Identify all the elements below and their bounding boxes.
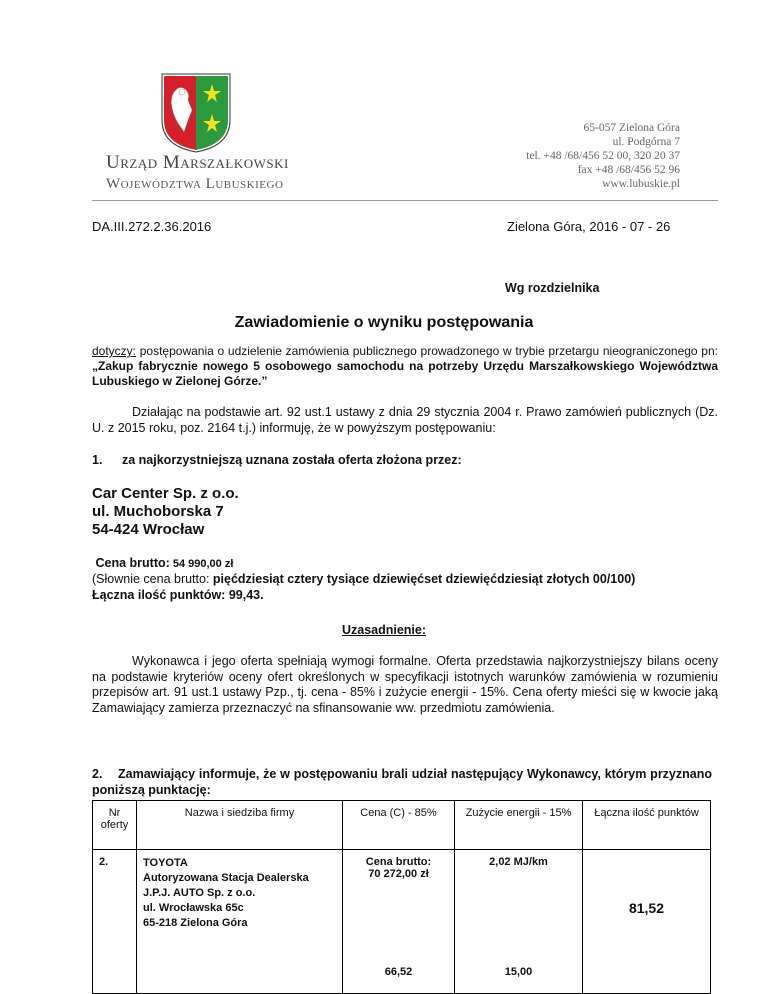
justification-paragraph: Wykonawca i jego oferta spełniają wymogi formalne. Oferta przedstawia najkorzystniejszy bilans oceny na podstawie kryteriów oceny ofert określonych w specyfikacji istotnych warunków zamówienia w rozumieniu przepisów art. 91 ust.1 ustawy Pzp., tj. cena - 85% i zużycie energii - 15%. Cena oferty mieści się w kwocie jaką Zamawiający zamierza przeznaczyć na sfinansowanie ww. przedmiotu zamówienia. xyxy=(92,654,718,715)
company-line: 65-218 Zielona Góra xyxy=(143,917,248,929)
winner-street: ul. Muchoborska 7 xyxy=(92,503,224,520)
header-total: Łączna ilość punktów xyxy=(583,801,711,850)
company-line: ul. Wrocławska 65c xyxy=(143,902,244,914)
point-1-text: za najkorzystniejszą uznana została oferta złożona przez: xyxy=(122,453,462,467)
header-company: Nazwa i siedziba firmy xyxy=(137,801,343,850)
table-header-row xyxy=(93,801,711,850)
winner-name: Car Center Sp. z o.o. xyxy=(92,485,239,502)
cell-total xyxy=(583,850,711,994)
justification-title: Uzasadnienie: xyxy=(341,623,427,637)
offers-table xyxy=(92,800,711,994)
header-price: Cena (C) - 85% xyxy=(343,801,455,850)
contact-line-4: fax +48 /68/456 52 96 xyxy=(577,164,680,176)
contact-line-2: ul. Podgórna 7 xyxy=(612,136,680,148)
point-2 xyxy=(92,766,712,798)
concerns-subject: „Zakup fabrycznie nowego 5 osobowego samochodu na potrzeby Urzędu Marszałkowskiego Województwa Lubuskiego w Zielonej Górze.” xyxy=(92,359,718,388)
price-in-words xyxy=(92,572,635,586)
contact-line-1: 65-057 Zielona Góra xyxy=(583,122,680,134)
header-energy: Zużycie energii - 15% xyxy=(455,801,583,850)
case-number: DA.III.272.2.36.2016 xyxy=(92,219,212,234)
document-title: Zawiadomienie o wyniku postępowania xyxy=(234,314,534,331)
coat-of-arms-logo xyxy=(160,70,232,154)
price-value: 70 272,00 zł xyxy=(368,868,429,880)
company-line: Autoryzowana Stacja Dealerska xyxy=(143,872,309,884)
place-date: Zielona Góra, 2016 - 07 - 26 xyxy=(507,219,671,234)
point-1-number: 1. xyxy=(92,453,103,467)
intro-paragraph: Działając na podstawie art. 92 ust.1 ustawy z dnia 29 stycznia 2004 r. Prawo zamówień publicznych (Dz. U. z 2015 roku, poz. 2164 t.j.) informuję, że w powyższym postępowaniu: xyxy=(92,405,718,435)
company-line: TOYOTA xyxy=(143,857,188,869)
header-divider xyxy=(92,200,718,201)
total-points: Łączna ilość punktów: 99,43. xyxy=(92,588,264,602)
company-line: J.P.J. AUTO Sp. z o.o. xyxy=(143,887,256,899)
concerns-label: dotyczy: xyxy=(92,344,137,358)
winner-city: 54-424 Wrocław xyxy=(92,521,205,538)
concerns-text: postępowania o udzielenie zamówienia publicznego prowadzonego w trybie przetargu nieograniczonego pn: xyxy=(136,344,718,358)
cell-energy xyxy=(455,850,583,994)
table-row xyxy=(93,850,711,994)
price-words-prefix: (Słownie cena brutto: xyxy=(92,572,213,586)
winner-price xyxy=(92,556,233,570)
price-words: pięćdziesiąt cztery tysiące dziewięćset dziewięćdziesiąt złotych 00/100) xyxy=(212,572,636,586)
recipient: Wg rozdzielnika xyxy=(505,281,600,295)
price-points: 66,52 xyxy=(384,966,413,978)
price-label: Cena brutto: xyxy=(365,856,432,868)
cell-offer-no: 2. xyxy=(93,850,137,994)
cell-price xyxy=(343,850,455,994)
point-2-text: Zamawiający informuje, że w postępowaniu brali udział następujący Wykonawcy, którym przyznano poniższą punktację: xyxy=(92,767,712,797)
energy-points: 15,00 xyxy=(504,966,533,978)
cell-company xyxy=(137,850,343,994)
point-2-number: 2. xyxy=(92,767,103,781)
total-points-value: 81,52 xyxy=(628,900,665,916)
price-label: Cena brutto: xyxy=(95,556,170,570)
header-offer-no: Nr oferty xyxy=(93,801,137,850)
concerns-paragraph xyxy=(92,344,718,389)
contact-line-5: www.lubuskie.pl xyxy=(602,178,680,190)
office-name: Urząd Marszałkowski xyxy=(106,152,289,173)
contact-line-3: tel. +48 /68/456 52 00, 320 20 37 xyxy=(526,150,680,162)
energy-value: 2,02 MJ/km xyxy=(489,856,548,868)
office-subname: Województwa Lubuskiego xyxy=(106,176,284,192)
price-value: 54 990,00 zł xyxy=(169,558,234,570)
